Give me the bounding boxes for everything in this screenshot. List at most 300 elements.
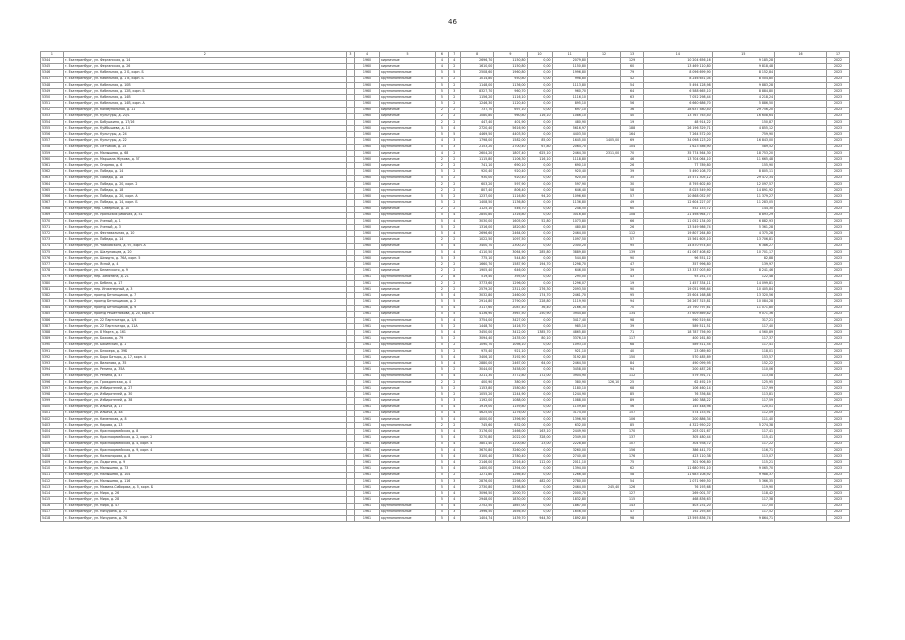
table-cell: 2 [448,194,460,200]
table-cell: 12 097,57 [712,181,774,187]
table-cell: 5384 [41,305,64,311]
table-cell: 2000,70 [552,491,587,497]
table-cell: 5 [436,126,448,132]
table-cell: 5410 [41,466,64,472]
table-cell: 1961 [355,311,380,317]
table-cell: 2023 [827,150,850,156]
table-cell: 1961 [355,429,380,435]
table-cell: г. Екатеринбург, ул. Победы, д. 14, корп. Б [63,200,346,206]
table-cell: г. Екатеринбург, ул. Победы, д. 18 [63,187,346,193]
table-cell: 1961 [355,503,380,509]
table-cell: кирпичные [379,497,435,503]
table-cell: крупнопанельные [379,231,435,237]
table-cell: г. Екатеринбург, ул. Победы, д. 18 [63,175,346,181]
table-cell: 0,00 [527,447,552,453]
table-cell: г. Екатеринбург, ул. 22 Партсъезда, д. 1/4 [63,317,346,323]
table-cell: 5 [436,404,448,410]
table-cell: 16 608,64 [712,113,774,119]
table-cell: кирпичные [379,157,435,163]
table-cell: 1266,40 [494,472,527,478]
table-cell: 2 [448,181,460,187]
table-cell: 5 [436,324,448,330]
table-cell: 40 [621,113,644,119]
table-cell: 0,00 [527,317,552,323]
table-cell: 5 [436,497,448,503]
table-cell: 5365 [41,187,64,193]
table-cell: 67,80 [527,144,552,150]
table-cell: 960,70 [552,88,587,94]
table-cell: 0,00 [527,132,552,138]
table-cell: 2023 [827,367,850,373]
column-header: 6 [436,52,448,58]
table-cell: 2 [448,379,460,385]
table-cell: 2700,40 [494,144,527,150]
table-cell: 1960 [355,218,380,224]
table-cell: г. Екатеринбург, ул. Каменская, д. 8 [63,416,346,422]
table-cell: 11 071,80 [712,305,774,311]
table-cell: 519,40 [461,274,494,280]
table-cell: 2023 [827,330,850,336]
table-cell: 5355 [41,126,64,132]
table-cell: 13 549 986,74 [644,225,713,231]
column-header: 16 [775,52,827,58]
table-cell: 1271,80 [461,472,494,478]
table-cell: 9 065,70 [712,466,774,472]
table-cell: 5 [436,132,448,138]
table-cell: 1905,40 [461,268,494,274]
table-cell: 386 441,70 [644,447,713,453]
table-cell: 2 [448,280,460,286]
table-cell: 1656,50 [494,509,527,515]
table-cell: 1961 [355,398,380,404]
table-cell: 5368 [41,206,64,212]
table-cell: 115,41 [712,435,774,441]
table-cell: 0,00 [527,206,552,212]
column-header: 5 [379,52,435,58]
table-cell: кирпичные [379,472,435,478]
table-cell: 3030,00 [461,218,494,224]
table-cell: 120,01 [712,404,774,410]
table-cell: 807,40 [461,187,494,193]
table-cell: 2 [436,206,448,212]
table-cell: 19 [621,119,644,125]
table-cell: 690,10 [552,163,587,169]
table-cell: 2 [448,95,460,101]
table-cell: 4469,50 [461,132,494,138]
table-cell: 4 [448,317,460,323]
page-number: 46 [448,18,457,26]
table-cell: 117,22 [712,441,774,447]
table-cell: 1080,80 [461,113,494,119]
table-cell: 1244,90 [552,392,587,398]
table-cell: 3 [448,144,460,150]
table-cell: крупнопанельные [379,138,435,144]
table-cell: 9 864,71 [712,515,774,521]
table-cell: 304 938,72 [644,441,713,447]
table-cell: 2023 [827,268,850,274]
table-cell: 48 914,22 [644,119,713,125]
table-cell: 5398 [41,392,64,398]
table-cell: 5383 [41,299,64,305]
table-cell: 920,00 [552,175,587,181]
table-cell: 2466,00 [494,429,527,435]
table-cell: 122,48 [712,274,774,280]
table-cell: 328,00 [527,435,552,441]
table-cell: 5 [436,385,448,391]
column-header: 7 [448,52,460,58]
table-cell: 1960 [355,113,380,119]
table-cell: 4 [448,231,460,237]
table-cell: г. Екатеринбург, ул. Кабельная, д. 14В, корп. А [63,101,346,107]
table-cell: г. Екатеринбург, ул. Малышева, д. 104 [63,472,346,478]
table-cell: 3211,30 [461,373,494,379]
table-cell: 3458,00 [552,367,587,373]
table-cell: г. Екатеринбург, ул. Бора Батырь, д. 17, корп. 4 [63,355,346,361]
table-cell: 2023 [827,293,850,299]
table-cell: 23,00 [527,441,552,447]
table-cell: 1961 [355,460,380,466]
table-cell: 29 756,20 [712,107,774,113]
table-cell: 4 [436,138,448,144]
table-cell: 8327,70 [461,88,494,94]
table-cell: 400,90 [461,379,494,385]
table-cell: 2023 [827,423,850,429]
table-cell: г. Екатеринбург, ул. Ферганская, д. 26 [63,64,346,70]
table-cell: 2023 [827,491,850,497]
table-cell: 0,00 [527,423,552,429]
table-cell: г. Екатеринбург, ул. Мамина-Сибиряка, д. 5, корп. Б [63,484,346,490]
table-cell: 2023 [827,95,850,101]
table-cell: 8 [448,274,460,280]
table-cell: крупнопанельные [379,101,435,107]
table-cell: 1404,74 [461,515,494,521]
table-cell: кирпичные [379,478,435,484]
table-cell: 1022,50 [461,237,494,243]
table-cell: 5382 [41,293,64,299]
table-cell: кирпичные [379,181,435,187]
table-cell: 2 [448,150,460,156]
table-cell: 5347 [41,76,64,82]
table-cell: крупнопанельные [379,509,435,515]
table-cell: 5399 [41,398,64,404]
table-cell: кирпичные [379,466,435,472]
table-cell: 2 [448,76,460,82]
table-cell: 108 [621,212,644,218]
table-cell: 2464,30 [552,150,587,156]
table-cell: 111,40 [712,416,774,422]
column-header: 15 [712,52,774,58]
table-cell: 69 [621,138,644,144]
table-cell: г. Екатеринбург, ул. Красноармейская, д. 9, корп. 4 [63,447,346,453]
table-cell: 3260,00 [494,447,527,453]
table-cell: 3 [448,88,460,94]
table-cell: 64,00 [527,361,552,367]
table-cell: 960,80 [494,113,527,119]
table-cell: 2023 [827,237,850,243]
table-cell: 40 [621,348,644,354]
table-cell: 28 637 580,40 [644,107,713,113]
table-cell: 37 609 869,82 [644,311,713,317]
table-cell: г. Екатеринбург, ул. 8 Марта, д. 161 [63,330,346,336]
table-cell: 2023 [827,157,850,163]
table-cell: 5 [436,410,448,416]
table-cell: 1097,50 [552,237,587,243]
table-cell: 76 336,84 [644,392,713,398]
table-cell: 1244,90 [494,392,527,398]
table-cell: 1159,80 [494,404,527,410]
table-cell: 115 [621,497,644,503]
table-cell: 0,00 [527,268,552,274]
table-cell: 625,10 [527,150,552,156]
table-cell: 110,06 [712,367,774,373]
table-cell: 2023 [827,441,850,447]
table-cell: 5 [436,95,448,101]
table-cell: 2023 [827,144,850,150]
table-cell: 4 [436,58,448,64]
table-cell: 0,00 [527,454,552,460]
table-cell: 9 988,37 [712,472,774,478]
table-cell: г. Екатеринбург, ул. Малышева, д. 116 [63,478,346,484]
table-cell: 1118,80 [552,157,587,163]
table-cell: 3773,60 [461,280,494,286]
table-cell: 11 379,27 [712,194,774,200]
table-cell: 4 560,89 [712,330,774,336]
table-cell: 4865,80 [552,330,587,336]
table-cell: 1396,90 [552,416,587,422]
table-cell: 2022,00 [494,435,527,441]
table-cell: кирпичные [379,435,435,441]
table-cell: 3772,80 [494,373,527,379]
table-cell: г. Екатеринбург, проезд Решетникова, д. 20, корп. 4 [63,311,346,317]
table-cell: 1960 [355,175,380,181]
table-cell: г. Екатеринбург, ул. Кирова, д. 13 [63,423,346,429]
table-cell: 1961 [355,385,380,391]
table-cell: г. Екатеринбург, ул. 22 Партсъезда, д. 11А [63,324,346,330]
table-cell: 4 [448,454,460,460]
table-cell: 2 [448,206,460,212]
table-cell: 0,00 [527,348,552,354]
table-cell: г. Екатеринбург, ул. Репина, д. 35А [63,367,346,373]
table-cell: 1960 [355,212,380,218]
column-header: 17 [827,52,850,58]
table-cell: 5380 [41,280,64,286]
table-cell: 0,00 [527,509,552,515]
table-cell: 117,99 [712,385,774,391]
table-cell: 2023 [827,416,850,422]
table-cell: г. Екатеринбург, ул. Красноармейская, д. 8 [63,429,346,435]
table-cell: 4 [448,293,460,299]
table-cell: 1960 [355,126,380,132]
table-cell: 1961 [355,317,380,323]
table-cell: 7 264 572,00 [644,132,713,138]
table-cell: 0,00 [527,274,552,280]
table-cell: 447,40 [461,119,494,125]
table-cell: 58 [621,472,644,478]
table-cell: 1961 [355,392,380,398]
table-cell: крупнопанельные [379,95,435,101]
table-cell: крупнопанельные [379,187,435,193]
table-cell: 2 [448,157,460,163]
table-cell: 0,00 [527,88,552,94]
table-cell: 75 [621,460,644,466]
table-cell: 1961 [355,454,380,460]
table-cell: 4625,00 [461,410,494,416]
table-cell: г. Екатеринбург, ул. Ильича, д. 48 [63,410,346,416]
table-cell: 11 283,05 [712,200,774,206]
table-cell: 5406 [41,441,64,447]
table-cell: 2 [448,64,460,70]
table-cell: 5393 [41,361,64,367]
table-cell: г. Екатеринбург, ул. Летчиков, д. 15 [63,144,346,150]
table-cell: 1159,80 [552,404,587,410]
table-cell: 95 [621,293,644,299]
table-cell: 5 886,50 [712,101,774,107]
table-cell: 2023 [827,317,850,323]
table-cell: 1148,00 [461,82,494,88]
table-cell: 41 067 408,62 [644,249,713,255]
table-cell: 1960 [355,88,380,94]
table-cell: крупнопанельные [379,200,435,206]
table-cell: 2023 [827,70,850,76]
table-cell: крупнопанельные [379,423,435,429]
table-cell: 1867,00 [552,503,587,509]
table-cell: 2023 [827,200,850,206]
table-cell: 597,90 [552,181,587,187]
column-header: 3 [346,52,354,58]
table-cell: 2298,00 [494,478,527,484]
table-cell: 10 084,28 [712,299,774,305]
table-cell: г. Екатеринбург, ул. Вилонова, д. 35 [63,361,346,367]
table-cell: 5 [436,169,448,175]
table-cell: 1960 [355,181,380,187]
table-cell: кирпичные [379,429,435,435]
table-cell: 5 [436,342,448,348]
table-cell: кирпичные [379,385,435,391]
table-cell: 1394,00 [494,466,527,472]
table-cell: 30 [621,181,644,187]
table-cell: 2435,00 [494,336,527,342]
table-cell: 1192,00 [461,398,494,404]
table-cell: 1960 [355,150,380,156]
table-cell: г. Екатеринбург, ул. Культуры, д. 24 [63,132,346,138]
table-cell: 5344 [41,58,64,64]
table-cell: 1961 [355,361,380,367]
table-cell: 5359 [41,150,64,156]
table-cell: 2 [436,181,448,187]
table-cell: 2740,40 [552,454,587,460]
table-cell: 56 [621,101,644,107]
table-cell: 603,20 [461,181,494,187]
table-cell: 1180,10 [552,385,587,391]
table-cell: кирпичные [379,150,435,156]
table-cell: 0,00 [527,280,552,286]
table-cell: 2023 [827,342,850,348]
table-cell: 1960 [355,231,380,237]
table-cell: 126,10 [587,379,620,385]
table-cell: 3417,40 [552,317,587,323]
table-cell: 5 [436,218,448,224]
table-cell: 2064,70 [552,144,587,150]
table-cell: крупнопанельные [379,280,435,286]
table-cell: 589 511,54 [644,342,713,348]
table-cell: 4136,90 [461,311,494,317]
table-cell: 3 [448,478,460,484]
table-cell: 4 [448,361,460,367]
table-cell: 3192,90 [494,355,527,361]
table-cell: 285,80 [527,249,552,255]
table-cell: 2398,80 [494,484,527,490]
table-cell: 1316,80 [494,212,527,218]
table-cell: 1892,80 [552,515,587,521]
table-cell: 113,07 [712,454,774,460]
table-cell: 1960 [355,107,380,113]
table-cell: 6 588 665,10 [644,88,713,94]
table-cell: 1960 [355,243,380,249]
table-cell: г. Екатеринбург, ул. Ясной, д. 4 [63,262,346,268]
table-cell: 139,97 [712,262,774,268]
table-cell: 1296,07 [552,280,587,286]
table-cell: 0,00 [527,181,552,187]
table-cell: 2 [436,119,448,125]
table-cell: 0,00 [527,107,552,113]
table-cell: 0,00 [527,385,552,391]
table-cell: 4 [448,212,460,218]
table-cell: 5 [448,311,460,317]
table-cell: 23 089,60 [644,348,713,354]
table-cell: 0,00 [527,163,552,169]
table-cell: 245,40 [587,484,620,490]
table-cell: 85,00 [527,138,552,144]
table-cell: г. Екатеринбург, ул. Кабельная, д. 14В [63,95,346,101]
table-cell: г. Екатеринбург, ул. Избирателей, д. 27 [63,385,346,391]
table-cell: г. Екатеринбург, ул. Куйбышева, д. 14 [63,126,346,132]
table-cell: кирпичные [379,268,435,274]
table-cell: 163,10 [527,429,552,435]
table-cell: 3016,80 [552,212,587,218]
table-cell: 5 [448,299,460,305]
table-cell: 1961 [355,441,380,447]
table-cell: 5391 [41,348,64,354]
housing-registry-table [40,51,850,522]
table-cell: 5413 [41,484,64,490]
table-cell: 2023 [827,249,850,255]
table-cell: 0,00 [527,64,552,70]
table-cell: г. Екатеринбург, пер. Замятина, д. 21 [63,274,346,280]
table-cell: 5 [436,293,448,299]
table-cell: 1385,70 [527,330,552,336]
table-cell: 1119,90 [552,299,587,305]
table-cell: крупнопанельные [379,70,435,76]
table-cell: 228,80 [527,299,552,305]
table-cell: 250,90 [527,311,552,317]
column-header: 14 [644,52,713,58]
table-cell: 112 [621,373,644,379]
table-cell: 1605,00 [494,218,527,224]
table-cell: 276,30 [527,286,552,292]
table-cell: 2508,60 [461,70,494,76]
table-cell: 2000,70 [494,491,527,497]
table-cell: 13 337 003,60 [644,268,713,274]
table-cell: 26 [621,163,644,169]
table-cell: 2023 [827,466,850,472]
table-cell: 2464,50 [552,361,587,367]
table-cell: 1960 [355,187,380,193]
column-header: 9 [494,52,527,58]
table-cell: 0,00 [527,484,552,490]
table-cell: г. Екатеринбург, ул. Победы, д. 20, корп. 2 [63,181,346,187]
table-cell: 632,00 [552,423,587,429]
table-cell: 164 [621,132,644,138]
